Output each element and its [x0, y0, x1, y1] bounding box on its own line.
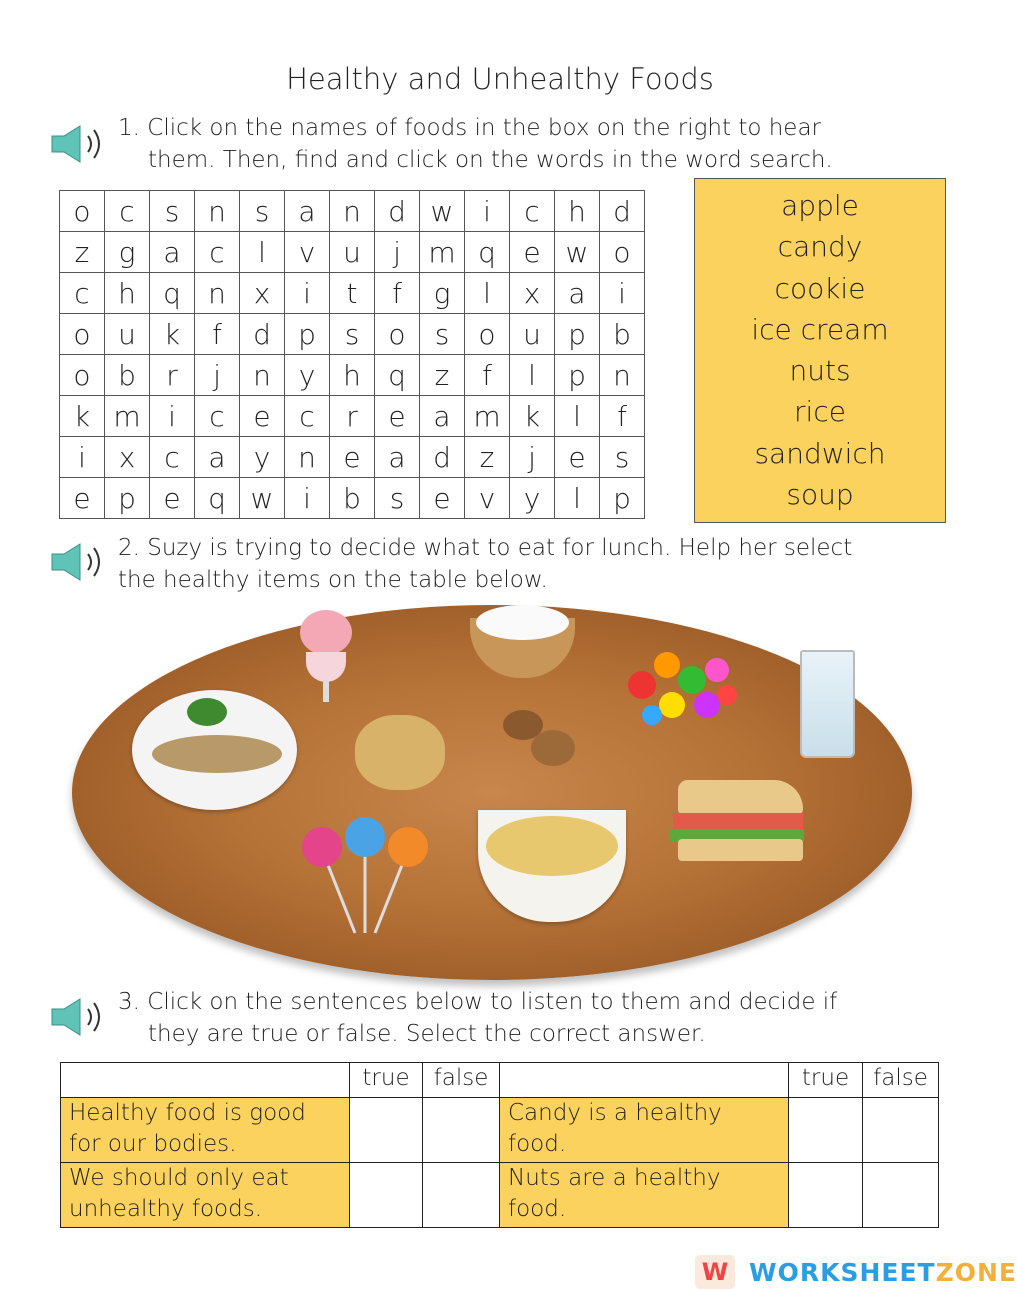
grid-letter[interactable]: m — [465, 396, 510, 437]
logo-text-worksheet: WORKSHEET — [749, 1257, 936, 1287]
grid-letter[interactable]: s — [330, 314, 375, 355]
word-soup[interactable]: soup — [786, 478, 854, 512]
grid-letter[interactable]: p — [105, 478, 150, 519]
grid-letter[interactable]: w — [555, 232, 600, 273]
grid-letter[interactable]: o — [375, 314, 420, 355]
grid-letter[interactable]: d — [375, 191, 420, 232]
grid-letter[interactable]: s — [600, 437, 645, 478]
grid-letter[interactable]: e — [555, 437, 600, 478]
grid-letter[interactable]: o — [465, 314, 510, 355]
grid-letter[interactable]: s — [375, 478, 420, 519]
header-empty — [500, 1063, 789, 1098]
grid-letter[interactable]: e — [240, 396, 285, 437]
grid-letter[interactable]: x — [105, 437, 150, 478]
ice-cream-sundae-image[interactable] — [292, 600, 360, 710]
grid-letter[interactable]: t — [330, 273, 375, 314]
logo-icon: W — [695, 1255, 735, 1289]
grid-row — [60, 355, 645, 396]
answer-false-cell[interactable] — [423, 1098, 500, 1163]
grid-letter[interactable]: n — [285, 437, 330, 478]
grid-letter[interactable]: e — [150, 478, 195, 519]
instruction-3: 3. Click on the sentences below to listen to them and decide if they are true or false. Select the correct answer. — [118, 989, 838, 1047]
grid-letter[interactable]: l — [240, 232, 285, 273]
grid-letter[interactable]: u — [105, 314, 150, 355]
grid-letter[interactable]: d — [240, 314, 285, 355]
grid-letter[interactable]: k — [60, 396, 105, 437]
grid-letter[interactable]: y — [240, 437, 285, 478]
grid-letter[interactable]: p — [285, 314, 330, 355]
grid-letter[interactable]: u — [510, 314, 555, 355]
grid-letter[interactable]: q — [465, 232, 510, 273]
grid-letter[interactable]: j — [195, 355, 240, 396]
logo-text-zone: ZONE — [935, 1257, 1017, 1287]
word-apple[interactable]: apple — [781, 189, 859, 222]
grid-letter[interactable]: n — [195, 273, 240, 314]
grid-letter[interactable]: o — [60, 355, 105, 396]
grid-letter[interactable]: q — [150, 273, 195, 314]
answer-true-cell[interactable] — [350, 1163, 423, 1228]
grid-letter[interactable]: z — [60, 232, 105, 273]
cookies-image[interactable] — [503, 710, 575, 770]
grid-row — [60, 191, 645, 232]
grid-letter[interactable]: e — [375, 396, 420, 437]
grid-letter[interactable]: a — [375, 437, 420, 478]
baked-potato-image[interactable] — [355, 715, 445, 790]
grid-letter[interactable]: o — [600, 232, 645, 273]
grid-letter[interactable]: n — [330, 191, 375, 232]
fish-plate-image[interactable] — [132, 690, 297, 810]
grid-letter[interactable]: s — [420, 314, 465, 355]
grid-letter[interactable]: f — [195, 314, 240, 355]
answer-true-cell[interactable] — [350, 1098, 423, 1163]
grid-letter[interactable]: i — [600, 273, 645, 314]
grid-letter[interactable]: w — [240, 478, 285, 519]
grid-letter[interactable]: c — [285, 396, 330, 437]
header-empty — [61, 1063, 350, 1098]
word-cookie[interactable]: cookie — [774, 271, 866, 305]
grid-letter[interactable]: o — [60, 314, 105, 355]
grid-letter[interactable]: v — [465, 478, 510, 519]
true-false-table — [60, 1062, 939, 1228]
grid-letter[interactable]: i — [60, 437, 105, 478]
answer-false-cell[interactable] — [863, 1163, 939, 1228]
answer-true-cell[interactable] — [789, 1163, 863, 1228]
word-sandwich[interactable]: sandwich — [754, 436, 886, 470]
grid-letter[interactable]: c — [195, 396, 240, 437]
grid-letter[interactable]: x — [240, 273, 285, 314]
glass-of-water-image[interactable] — [800, 650, 855, 758]
sandwich-image[interactable] — [668, 775, 808, 867]
speaker-icon[interactable] — [48, 995, 108, 1039]
grid-letter[interactable]: e — [60, 478, 105, 519]
lollipops-image[interactable] — [300, 815, 430, 935]
grid-letter[interactable]: b — [105, 355, 150, 396]
statement-nuts-healthy[interactable]: Nuts are a healthy food. — [500, 1163, 789, 1228]
grid-letter[interactable]: o — [60, 191, 105, 232]
grid-letter[interactable]: f — [600, 396, 645, 437]
grid-row — [60, 273, 645, 314]
grid-letter[interactable]: s — [240, 191, 285, 232]
grid-letter[interactable]: q — [195, 478, 240, 519]
grid-letter[interactable]: g — [420, 273, 465, 314]
word-nuts[interactable]: nuts — [789, 354, 851, 388]
header-false: false — [423, 1063, 500, 1098]
instruction-2: 2. Suzy is trying to decide what to eat for lunch. Help her select the healthy items on the table below. — [118, 535, 853, 593]
grid-letter[interactable]: j — [510, 437, 555, 478]
grid-letter[interactable]: i — [465, 191, 510, 232]
grid-letter[interactable]: l — [555, 396, 600, 437]
grid-letter[interactable]: f — [465, 355, 510, 396]
grid-letter[interactable]: e — [510, 232, 555, 273]
grid-letter[interactable]: d — [420, 437, 465, 478]
grid-letter[interactable]: k — [150, 314, 195, 355]
word-candy[interactable]: candy — [777, 230, 863, 264]
grid-letter[interactable]: e — [330, 437, 375, 478]
statement-candy-healthy[interactable]: Candy is a healthy food. — [500, 1098, 789, 1163]
grid-letter[interactable]: x — [510, 273, 555, 314]
grid-letter[interactable]: v — [285, 232, 330, 273]
grid-letter[interactable]: w — [420, 191, 465, 232]
grid-letter[interactable]: c — [60, 273, 105, 314]
candy-pile-image[interactable] — [612, 635, 747, 740]
grid-letter[interactable]: i — [285, 478, 330, 519]
grid-letter[interactable]: h — [555, 191, 600, 232]
grid-letter[interactable]: y — [510, 478, 555, 519]
grid-letter[interactable]: l — [510, 355, 555, 396]
grid-letter[interactable]: i — [150, 396, 195, 437]
grid-letter[interactable]: p — [555, 355, 600, 396]
answer-false-cell[interactable] — [863, 1098, 939, 1163]
rice-bowl-image[interactable] — [470, 600, 575, 680]
worksheetzone-logo[interactable] — [695, 1255, 1017, 1289]
page-title: Healthy and Unhealthy Foods — [286, 62, 714, 96]
grid-letter[interactable]: m — [105, 396, 150, 437]
grid-letter[interactable]: b — [330, 478, 375, 519]
grid-letter[interactable]: n — [240, 355, 285, 396]
grid-letter[interactable]: c — [105, 191, 150, 232]
answer-false-cell[interactable] — [423, 1163, 500, 1228]
grid-letter[interactable]: k — [510, 396, 555, 437]
speaker-icon[interactable] — [48, 122, 108, 166]
grid-letter[interactable]: u — [330, 232, 375, 273]
grid-letter[interactable]: c — [150, 437, 195, 478]
grid-letter[interactable]: a — [555, 273, 600, 314]
grid-letter[interactable]: c — [510, 191, 555, 232]
header-true: true — [350, 1063, 423, 1098]
grid-letter[interactable]: a — [285, 191, 330, 232]
grid-letter[interactable]: y — [285, 355, 330, 396]
statement-healthy-food-good[interactable]: Healthy food is good for our bodies. — [61, 1098, 350, 1163]
grid-letter[interactable]: r — [150, 355, 195, 396]
answer-true-cell[interactable] — [789, 1098, 863, 1163]
grid-letter[interactable]: s — [150, 191, 195, 232]
grid-letter[interactable]: r — [330, 396, 375, 437]
word-search-grid — [59, 190, 645, 519]
grid-letter[interactable]: c — [195, 232, 240, 273]
grid-letter[interactable]: f — [375, 273, 420, 314]
grid-row — [60, 314, 645, 355]
statement-only-unhealthy[interactable]: We should only eat unhealthy foods. — [61, 1163, 350, 1228]
grid-row — [60, 478, 645, 519]
grid-letter[interactable]: b — [600, 314, 645, 355]
grid-letter[interactable]: a — [150, 232, 195, 273]
grid-row — [60, 232, 645, 273]
grid-letter[interactable]: m — [420, 232, 465, 273]
grid-letter[interactable]: n — [195, 191, 240, 232]
speaker-icon[interactable] — [48, 540, 108, 584]
grid-letter[interactable]: i — [285, 273, 330, 314]
grid-letter[interactable]: l — [465, 273, 510, 314]
grid-letter[interactable]: q — [375, 355, 420, 396]
grid-letter[interactable]: a — [195, 437, 240, 478]
word-ice-cream[interactable]: ice cream — [751, 312, 889, 346]
grid-row — [60, 437, 645, 478]
word-list-box — [694, 178, 946, 523]
header-false: false — [863, 1063, 939, 1098]
grid-letter[interactable]: h — [105, 273, 150, 314]
grid-letter[interactable]: h — [330, 355, 375, 396]
grid-letter[interactable]: z — [420, 355, 465, 396]
grid-letter[interactable]: z — [465, 437, 510, 478]
grid-letter[interactable]: a — [420, 396, 465, 437]
instruction-1: 1. Click on the names of foods in the box on the right to hear them. Then, find and click on the words in the word search. — [118, 115, 833, 173]
grid-letter[interactable]: d — [600, 191, 645, 232]
grid-row — [60, 396, 645, 437]
grid-letter[interactable]: n — [600, 355, 645, 396]
grid-letter[interactable]: e — [420, 478, 465, 519]
grid-letter[interactable]: g — [105, 232, 150, 273]
grid-letter[interactable]: j — [375, 232, 420, 273]
word-rice[interactable]: rice — [794, 395, 846, 429]
header-true: true — [789, 1063, 863, 1098]
grid-letter[interactable]: p — [600, 478, 645, 519]
grid-letter[interactable]: l — [555, 478, 600, 519]
grid-letter[interactable]: p — [555, 314, 600, 355]
